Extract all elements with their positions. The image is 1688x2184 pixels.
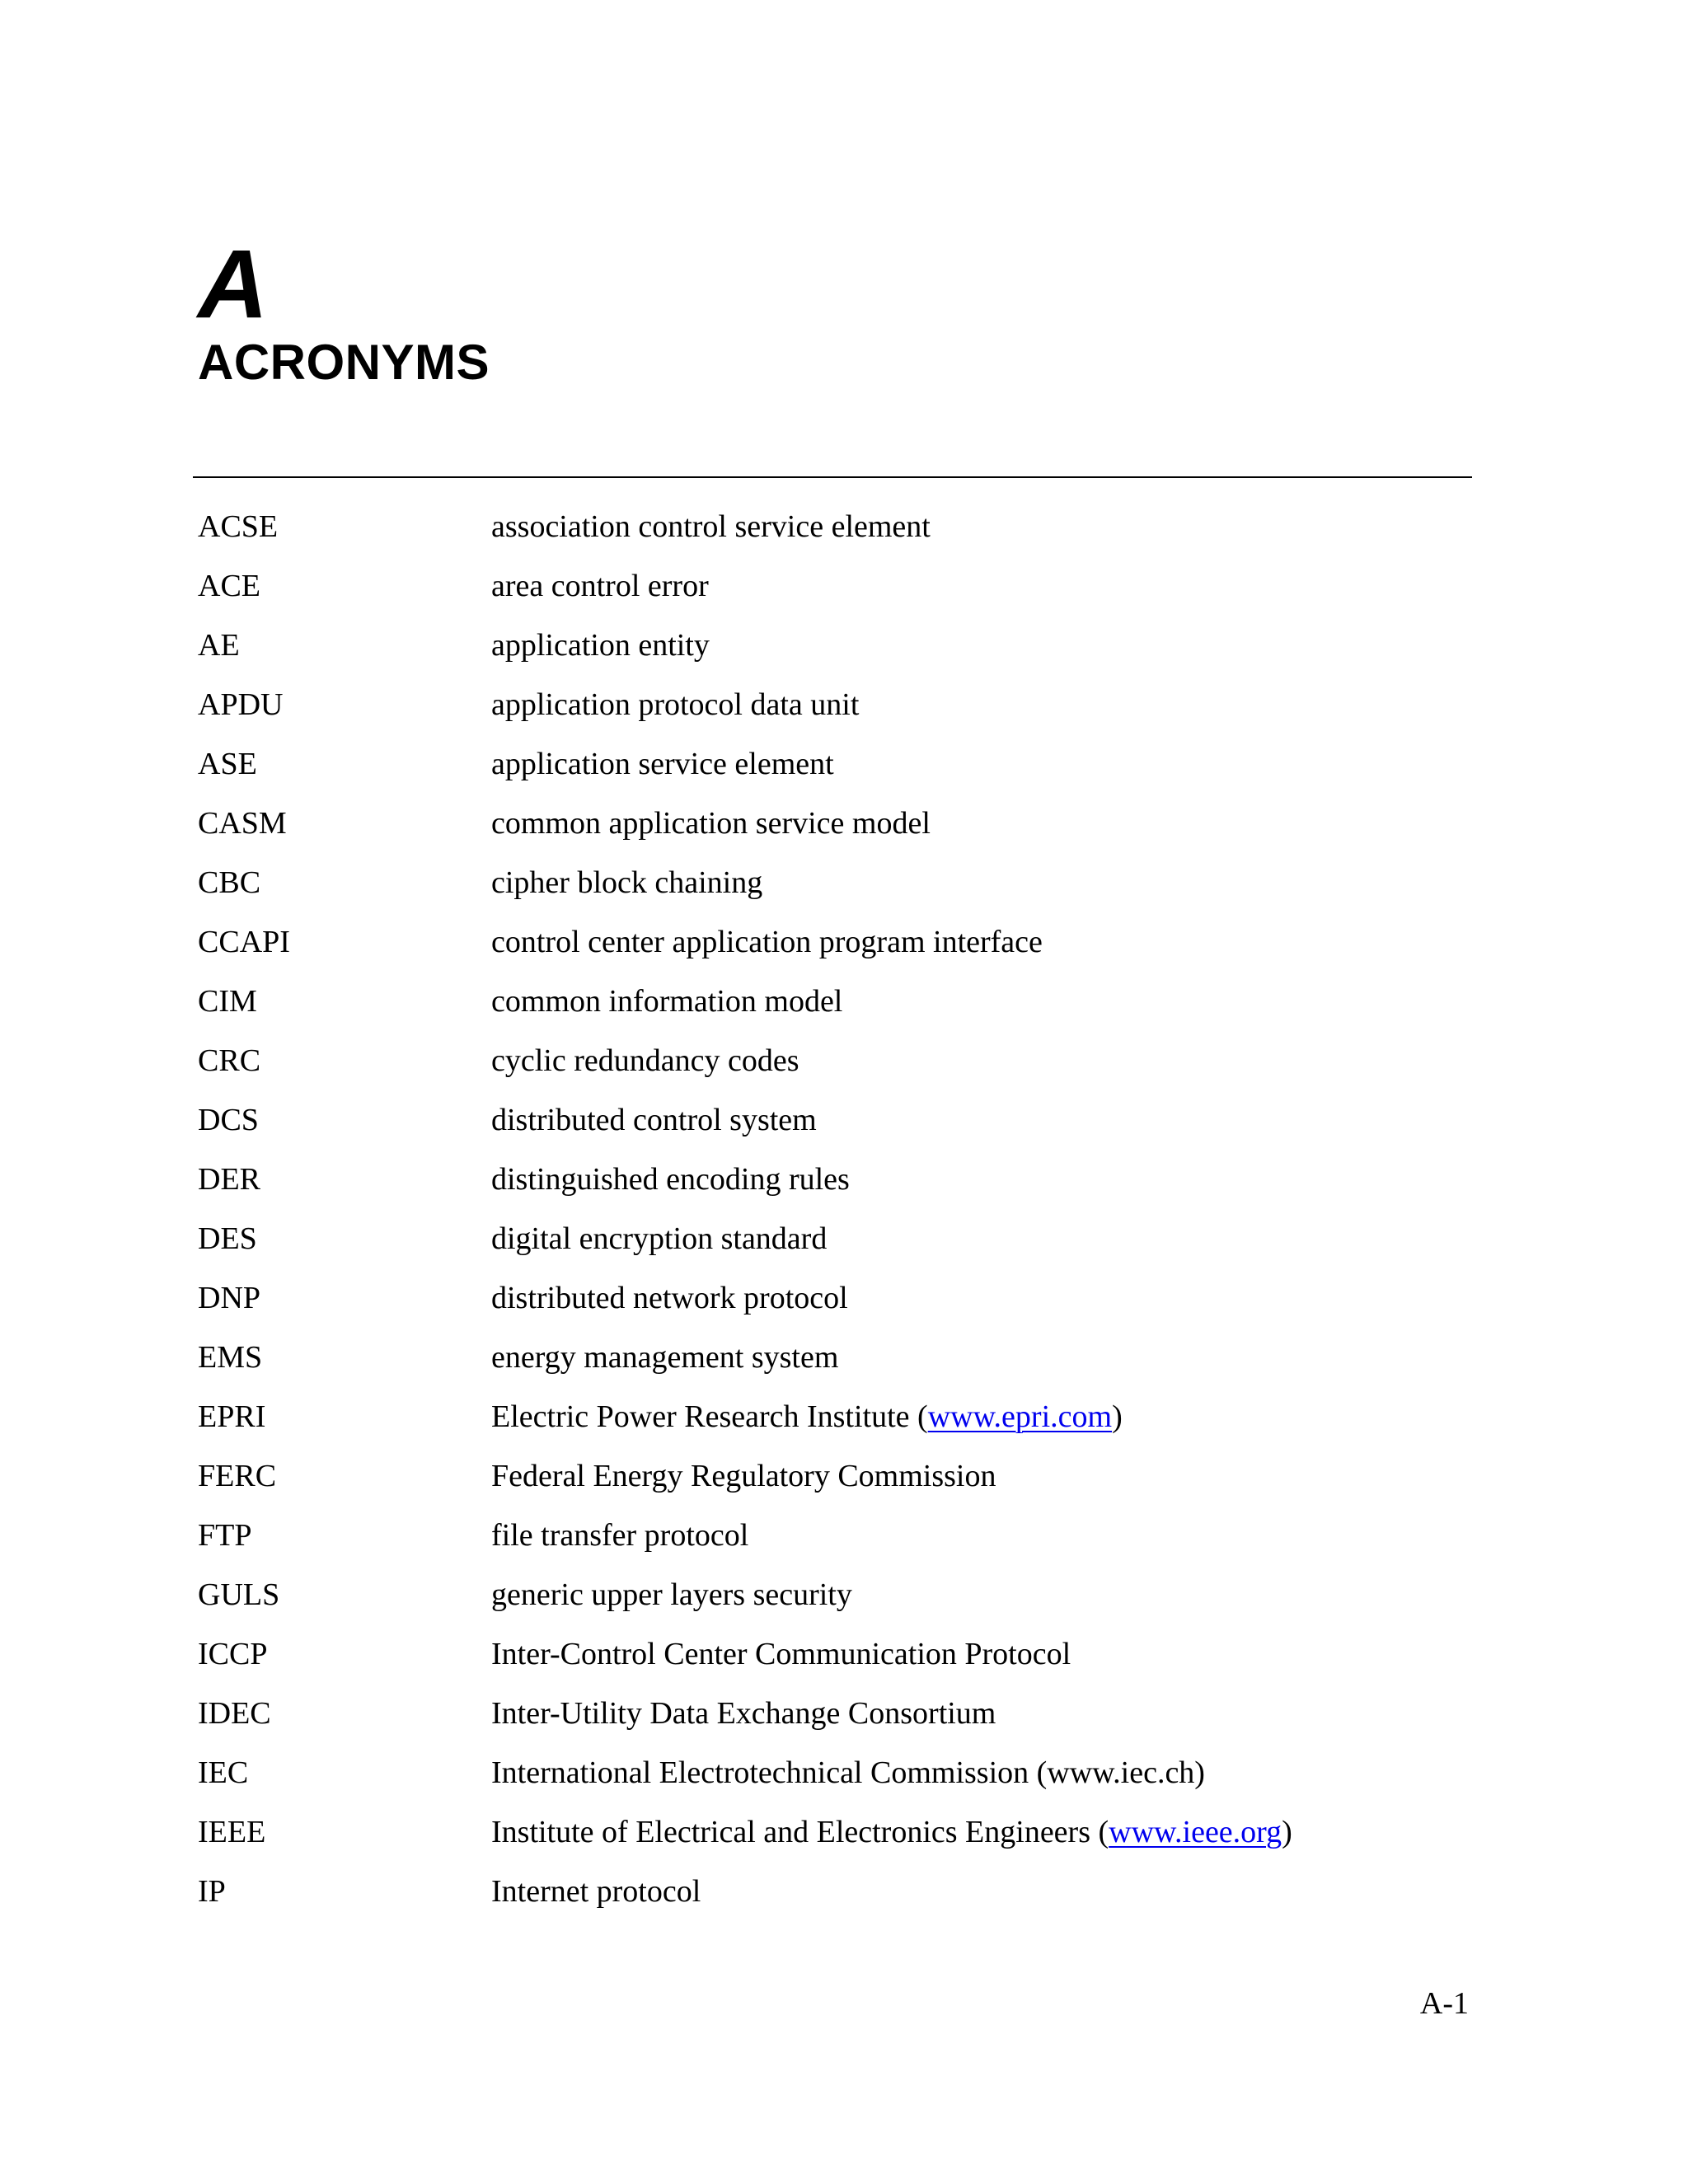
acronym-definition: Inter-Utility Data Exchange Consortium <box>491 1696 996 1731</box>
acronym-term: IP <box>198 1874 226 1909</box>
acronym-definition: Inter-Control Center Communication Protocol <box>491 1637 1071 1671</box>
acronym-term: IDEC <box>198 1696 271 1731</box>
acronym-definition: cyclic redundancy codes <box>491 1043 799 1078</box>
acronym-row-ccapi <box>198 920 1472 979</box>
acronym-term: FERC <box>198 1459 277 1493</box>
appendix-title: ACRONYMS <box>198 335 490 390</box>
acronym-row-ip <box>198 1869 1472 1929</box>
acronym-term: CIM <box>198 984 257 1019</box>
acronym-row-guls <box>198 1572 1472 1632</box>
acronym-definition: application protocol data unit <box>491 687 860 722</box>
acronym-definition <box>491 1394 1472 1439</box>
heading-rule <box>193 476 1472 478</box>
acronym-list <box>198 504 1472 1929</box>
acronym-term: IEC <box>198 1755 249 1790</box>
acronym-row-crc <box>198 1038 1472 1098</box>
acronym-term: ACSE <box>198 509 279 544</box>
acronym-term: ASE <box>198 747 257 781</box>
acronym-definition: common application service model <box>491 806 931 841</box>
acronym-row-dnp <box>198 1276 1472 1335</box>
acronym-row-ae <box>198 623 1472 682</box>
acronym-term: CCAPI <box>198 925 290 959</box>
acronym-definition: file transfer protocol <box>491 1518 749 1553</box>
acronym-term: DNP <box>198 1281 261 1315</box>
acronym-row-ems <box>198 1335 1472 1394</box>
acronym-row-acse <box>198 504 1472 564</box>
acronym-row-dcs <box>198 1098 1472 1157</box>
acronym-term: DCS <box>198 1103 259 1137</box>
acronym-row-des <box>198 1216 1472 1276</box>
page-number: A-1 <box>1419 1986 1469 2021</box>
acronym-definition: International Electrotechnical Commission (www.iec.ch) <box>491 1755 1205 1790</box>
acronym-definition: distributed control system <box>491 1103 817 1137</box>
acronym-definition: Federal Energy Regulatory Commission <box>491 1459 996 1493</box>
acronym-row-cbc <box>198 860 1472 920</box>
acronym-definition-text: Institute of Electrical and Electronics Engineers ( <box>491 1815 1109 1849</box>
acronym-definition: control center application program interface <box>491 925 1043 959</box>
acronym-row-der <box>198 1157 1472 1216</box>
acronym-row-iec <box>198 1750 1472 1810</box>
acronym-row-casm <box>198 801 1472 860</box>
acronym-definition: Internet protocol <box>491 1874 701 1909</box>
acronym-row-iccp <box>198 1632 1472 1691</box>
acronym-definition: common information model <box>491 984 843 1019</box>
acronym-term: ICCP <box>198 1637 268 1671</box>
appendix-letter: A <box>198 230 269 339</box>
acronym-row-ase <box>198 742 1472 801</box>
acronym-definition-suffix: ) <box>1282 1815 1292 1849</box>
acronym-term: IEEE <box>198 1815 266 1849</box>
acronym-definition-suffix: ) <box>1112 1399 1123 1434</box>
acronym-row-ace <box>198 564 1472 623</box>
acronym-definition: energy management system <box>491 1340 839 1375</box>
acronym-definition: generic upper layers security <box>491 1577 852 1612</box>
acronym-definition <box>491 1810 1472 1854</box>
acronym-definition-text: Electric Power Research Institute ( <box>491 1399 928 1434</box>
acronym-term: DES <box>198 1221 257 1256</box>
acronym-term: EMS <box>198 1340 263 1375</box>
acronym-term: GULS <box>198 1577 280 1612</box>
acronym-term: DER <box>198 1162 260 1197</box>
acronym-term: AE <box>198 628 240 663</box>
acronym-term: EPRI <box>198 1399 266 1434</box>
acronym-definition: area control error <box>491 569 709 603</box>
acronym-row-ieee <box>198 1810 1472 1869</box>
epri-website-link[interactable]: www.epri.com <box>927 1399 1113 1434</box>
acronym-definition: application entity <box>491 628 710 663</box>
acronym-term: CBC <box>198 865 261 900</box>
acronym-term: CASM <box>198 806 287 841</box>
acronym-definition: cipher block chaining <box>491 865 763 900</box>
acronym-row-idec <box>198 1691 1472 1750</box>
acronym-definition: association control service element <box>491 509 931 544</box>
acronym-definition: digital encryption standard <box>491 1221 828 1256</box>
acronym-definition: distinguished encoding rules <box>491 1162 850 1197</box>
acronym-term: APDU <box>198 687 284 722</box>
acronym-definition: distributed network protocol <box>491 1281 848 1315</box>
acronym-term: CRC <box>198 1043 261 1078</box>
acronym-row-ferc <box>198 1454 1472 1513</box>
acronym-definition: application service element <box>491 747 834 781</box>
acronym-row-ftp <box>198 1513 1472 1572</box>
ieee-website-link[interactable]: www.ieee.org <box>1109 1815 1282 1849</box>
acronym-row-apdu <box>198 682 1472 742</box>
acronym-row-epri <box>198 1394 1472 1454</box>
acronym-term: FTP <box>198 1518 252 1553</box>
acronym-term: ACE <box>198 569 260 603</box>
acronym-row-cim <box>198 979 1472 1038</box>
